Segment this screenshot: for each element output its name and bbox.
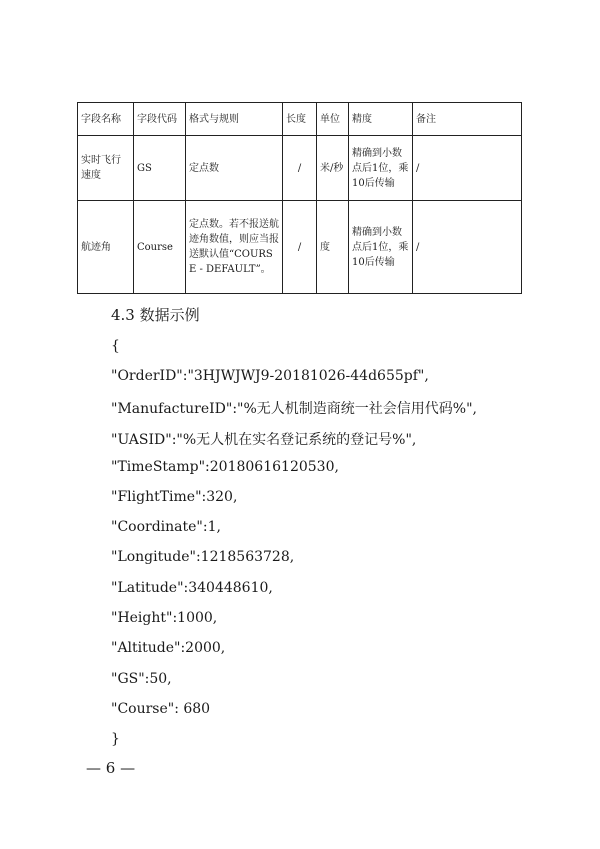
example-line: "Height":1000, (111, 610, 218, 626)
section-heading: 4.3 数据示例 (111, 306, 200, 324)
table-cell: / (413, 136, 522, 201)
example-line: "UASID":"%无人机在实名登记系统的登记号%", (111, 432, 417, 448)
example-line: "FlightTime":320, (111, 489, 238, 505)
example-line: "Latitude":340448610, (111, 580, 273, 596)
header-cell: 单位 (317, 103, 349, 136)
table-cell: 定点数 (186, 136, 283, 201)
example-line: "Coordinate":1, (111, 519, 221, 535)
table-header-row (78, 103, 522, 136)
table-cell: / (283, 136, 317, 201)
table-row (78, 201, 522, 294)
table-cell: GS (134, 136, 186, 201)
example-line: "TimeStamp":20180616120530, (111, 459, 339, 475)
table-cell: / (283, 201, 317, 294)
table-cell: 定点数。若不报送航迹角数值，则应当报送默认值“COURSE - DEFAULT”。 (186, 201, 283, 294)
table-row (78, 136, 522, 201)
header-cell: 字段代码 (134, 103, 186, 136)
table-cell: 精确到小数点后1位，乘10后传输 (349, 201, 413, 294)
header-cell: 备注 (413, 103, 522, 136)
example-line: "Course": 680 (111, 701, 211, 717)
header-cell: 精度 (349, 103, 413, 136)
header-cell: 长度 (283, 103, 317, 136)
header-cell: 格式与规则 (186, 103, 283, 136)
example-line: "GS":50, (111, 671, 172, 687)
example-line: "Altitude":2000, (111, 640, 226, 656)
table-cell: 实时飞行速度 (78, 136, 134, 201)
example-line: "ManufactureID":"%无人机制造商统一社会信用代码%", (111, 401, 477, 417)
table-cell: 米/秒 (317, 136, 349, 201)
open-brace: { (111, 338, 120, 354)
example-line: "OrderID":"3HJWJWJ9-20181026-44d655pf", (111, 368, 429, 384)
page-number: — 6 — (86, 759, 136, 777)
field-spec-table (77, 102, 522, 294)
example-line: "Longitude":1218563728, (111, 549, 295, 565)
close-brace: } (111, 731, 120, 747)
table-cell: / (413, 201, 522, 294)
table-cell: 航迹角 (78, 201, 134, 294)
header-cell: 字段名称 (78, 103, 134, 136)
table-cell: 度 (317, 201, 349, 294)
table-cell: Course (134, 201, 186, 294)
table-cell: 精确到小数点后1位，乘10后传输 (349, 136, 413, 201)
